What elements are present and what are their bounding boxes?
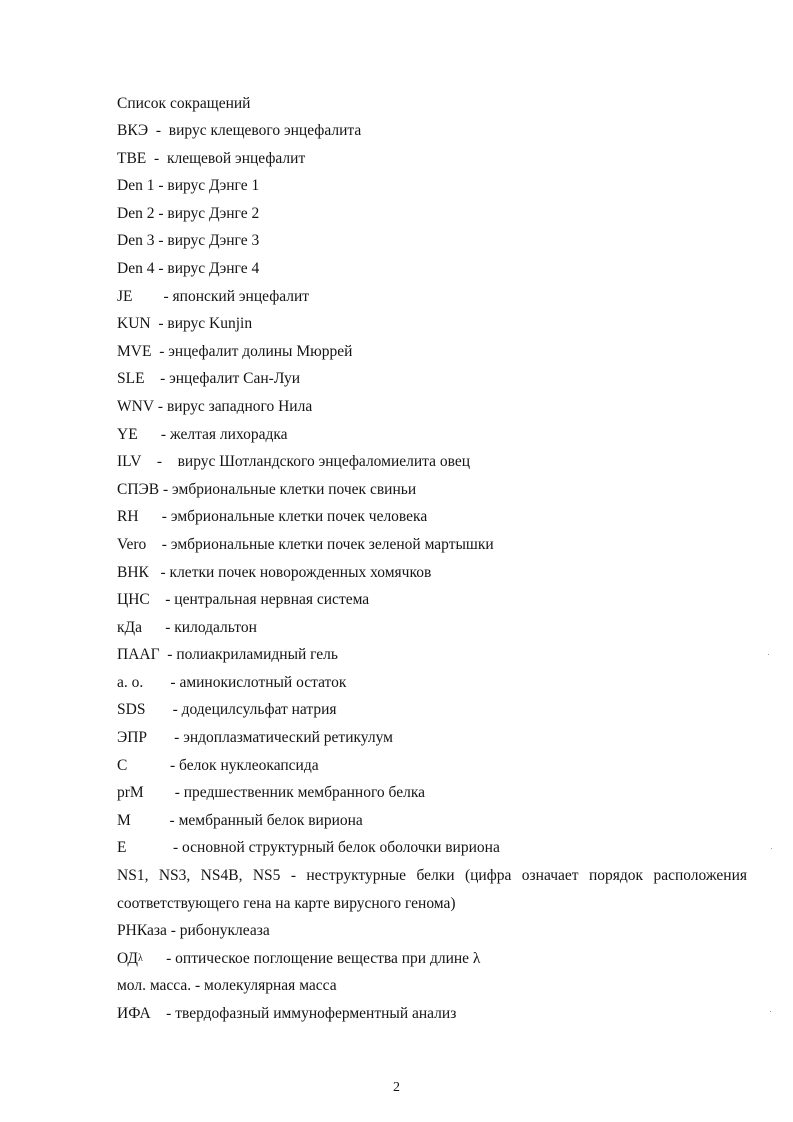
abbreviation-separator: - [145, 701, 182, 719]
abbreviation-entry [117, 149, 747, 177]
abbreviation-entry [117, 452, 747, 480]
abbreviation-separator: - [154, 204, 168, 222]
abbreviation-separator: - [146, 535, 171, 553]
abbreviation-term: ПААГ [117, 646, 160, 664]
abbreviation-term: ЦНС [117, 591, 150, 609]
scan-speck [770, 1011, 771, 1012]
abbreviation-definition: белок нуклеокапсида [179, 756, 319, 774]
abbreviation-separator: - [159, 646, 177, 664]
abbreviation-entry [117, 563, 747, 591]
abbreviation-definition: вирус Дэнге 1 [167, 177, 260, 195]
abbreviation-entry [117, 480, 747, 508]
abbreviation-separator: - [154, 397, 167, 415]
abbreviation-definition: вирус Дэнге 4 [167, 259, 260, 277]
abbreviation-separator: - [154, 232, 168, 250]
abbreviation-separator: - [146, 149, 167, 167]
abbreviation-term: ИФА [117, 1005, 151, 1022]
abbreviation-separator: - [138, 508, 171, 526]
abbreviation-definition: эмбриональные клетки почек человека [170, 508, 428, 526]
abbreviation-definition: эмбриональные клетки почек зеленой мартышки [170, 535, 494, 553]
abbreviation-separator: - [147, 729, 184, 747]
abbreviation-term: Den 3 [117, 232, 155, 250]
abbreviation-entry-ns [117, 862, 747, 917]
abbreviation-term: ВКЭ [117, 122, 149, 139]
abbreviation-separator: - [141, 453, 178, 471]
abbreviation-term: MVE [117, 342, 152, 360]
abbreviation-term: TBE [117, 149, 147, 167]
abbreviation-definition: оптическое поглощение вещества при длине λ [175, 949, 481, 967]
abbreviation-entry [117, 618, 747, 646]
scan-speck [771, 848, 772, 849]
ns-entry-line-2: соответствующего гена на карте вирусного генома) [117, 894, 456, 912]
abbreviation-definition: вирус западного Нила [166, 397, 313, 415]
abbreviation-entry [117, 1004, 747, 1032]
abbreviation-term: ЭПР [117, 729, 148, 747]
abbreviation-term: YE [117, 425, 138, 443]
abbreviation-term: Е [117, 839, 127, 857]
abbreviation-separator: - [148, 122, 169, 139]
abbreviation-definition: вирус Дэнге 3 [167, 232, 260, 250]
abbreviation-separator: - [191, 977, 205, 995]
abbreviation-entry [117, 259, 747, 287]
abbreviation-separator: - [126, 839, 183, 857]
abbreviation-separator: - [142, 949, 176, 967]
abbreviation-separator: - [150, 1005, 176, 1022]
abbreviation-definition: вирус Дэнге 2 [167, 204, 260, 222]
abbreviation-term: СПЭВ [117, 480, 160, 498]
abbreviation-entry [117, 645, 747, 673]
abbreviation-term: SDS [117, 701, 146, 719]
abbreviation-separator: - [127, 756, 180, 774]
abbreviation-entry [117, 507, 747, 535]
abbreviation-entry [117, 976, 747, 1004]
abbreviation-entry [117, 811, 747, 839]
abbreviation-definition: желтая лихорадка [169, 425, 288, 443]
abbreviation-definition: клещевой энцефалит [166, 149, 306, 167]
abbreviation-separator: - [149, 591, 175, 609]
abbreviation-definition: энцефалит долины Мюррей [168, 342, 353, 360]
abbreviation-entry [117, 121, 747, 149]
abbreviation-separator: - [137, 425, 170, 443]
abbreviation-separator: - [130, 811, 179, 829]
abbreviation-entry [117, 590, 747, 618]
abbreviation-separator: - [144, 370, 170, 388]
abbreviation-definition: додецилсульфат натрия [181, 701, 337, 719]
abbreviation-term: WNV [117, 397, 155, 415]
abbreviation-term: М [117, 811, 131, 829]
abbreviation-entry [117, 314, 747, 342]
page-number: 2 [393, 1080, 400, 1095]
abbreviation-subscript: λ [138, 952, 143, 964]
abbreviation-entry [117, 673, 747, 701]
abbreviation-term: KUN [117, 315, 151, 333]
abbreviation-definition: рибонуклеаза [179, 922, 270, 940]
abbreviation-definition: эндоплазматический ретикулум [183, 729, 393, 747]
page-heading: Список сокращений [117, 95, 251, 112]
abbreviation-entry [117, 425, 747, 453]
abbreviation-entry [117, 783, 747, 811]
abbreviation-definition: мембранный белок вириона [178, 811, 363, 829]
abbreviation-term: мол. масса. [117, 977, 192, 995]
abbreviation-entry [117, 535, 747, 563]
abbreviation-separator: - [150, 315, 168, 333]
abbreviation-definition: полиакриламидный гель [176, 646, 338, 664]
abbreviation-separator: - [154, 259, 168, 277]
abbreviation-separator: - [159, 480, 173, 498]
abbreviation-term: кДа [117, 618, 142, 636]
abbreviation-entry-od [117, 949, 747, 977]
abbreviation-entry [117, 700, 747, 728]
abbreviation-term: Den 1 [117, 177, 155, 195]
abbreviation-separator: - [148, 563, 170, 581]
abbreviation-definition: килодальтон [174, 618, 257, 636]
abbreviation-term: а. о. [117, 673, 144, 691]
abbreviation-list [117, 121, 747, 1032]
abbreviation-separator: - [151, 342, 169, 360]
abbreviation-entry [117, 231, 747, 259]
abbreviation-definition: клетки почек новорожденных хомячков [169, 563, 432, 581]
abbreviation-term: С [117, 756, 128, 774]
abbreviation-separator: - [132, 287, 173, 305]
abbreviation-entry [117, 342, 747, 370]
abbreviation-definition: аминокислотный остаток [179, 673, 347, 691]
abbreviation-term: JE [117, 287, 133, 305]
abbreviation-separator: - [166, 922, 180, 940]
abbreviation-separator: - [154, 177, 168, 195]
abbreviation-definition: центральная нервная система [174, 591, 370, 609]
abbreviation-definition: молекулярная масса [204, 977, 337, 995]
abbreviation-entry [117, 369, 747, 397]
abbreviation-definition: вирус Шотландского энцефаломиелита овец [177, 453, 471, 471]
scan-speck [768, 654, 769, 655]
abbreviation-entry [117, 921, 747, 949]
abbreviation-entry [117, 204, 747, 232]
abbreviation-term: ОД [117, 949, 138, 967]
abbreviation-separator: - [141, 618, 175, 636]
abbreviation-definition: основной структурный белок оболочки вириона [182, 839, 500, 857]
abbreviation-term: Den 2 [117, 204, 155, 222]
abbreviation-entry [117, 728, 747, 756]
ns-entry-line-1: NS1, NS3, NS4B, NS5 - неструктурные белки (цифра означает порядок расположения [117, 867, 747, 885]
abbreviation-term: Vero [117, 535, 147, 553]
abbreviation-definition: эмбриональные клетки почек свиньи [172, 480, 417, 498]
abbreviation-term: Den 4 [117, 259, 155, 277]
abbreviation-entry [117, 287, 747, 315]
abbreviation-definition: вирус Kunjin [167, 315, 253, 333]
abbreviation-separator: - [143, 673, 180, 691]
abbreviation-definition: энцефалит Сан-Луи [169, 370, 301, 388]
abbreviation-entry [117, 397, 747, 425]
abbreviation-term: RH [117, 508, 139, 526]
abbreviation-definition: японский энцефалит [172, 287, 310, 305]
abbreviation-definition: предшественник мембранного белка [183, 784, 426, 802]
abbreviation-term: ILV [117, 453, 142, 471]
abbreviation-entry [117, 176, 747, 204]
abbreviation-definition: вирус клещевого энцефалита [168, 122, 362, 139]
abbreviation-term: РНКаза [117, 922, 167, 940]
abbreviation-term: SLE [117, 370, 145, 388]
abbreviation-term: prM [117, 784, 144, 802]
abbreviation-entry [117, 756, 747, 784]
abbreviation-definition: твердофазный иммуноферментный анализ [175, 1005, 457, 1022]
abbreviation-separator: - [143, 784, 184, 802]
abbreviation-term: ВНК [117, 563, 149, 581]
